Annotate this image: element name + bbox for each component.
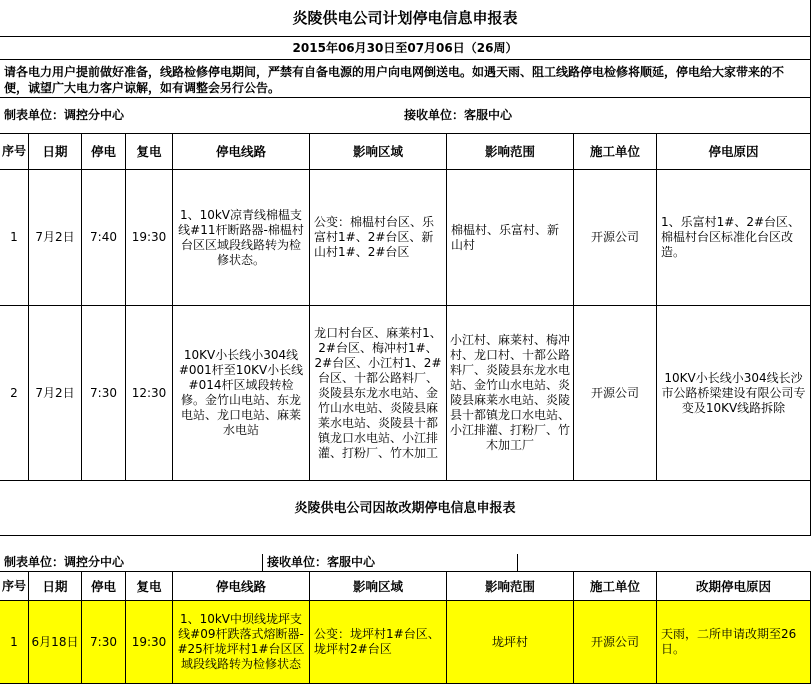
row1-on: 19:30 — [126, 170, 173, 306]
row2-date: 7月2日 — [29, 306, 82, 481]
maker-label-2-text: 制表单位：调控分中心 — [0, 554, 263, 572]
header-on: 复电 — [126, 134, 173, 170]
row1-scope: 棉榅村、乐富村、新山村 — [447, 170, 574, 306]
row1-reason: 1、乐富村1#、2#台区、棉榅村台区标准化台区改造。 — [657, 170, 811, 306]
header-reason: 停电原因 — [657, 134, 811, 170]
header2-scope: 影响范围 — [447, 572, 574, 601]
row1-seq: 1 — [0, 170, 29, 306]
row2-on: 12:30 — [126, 306, 173, 481]
s2-row1-seq: 1 — [0, 601, 29, 684]
header-area: 影响区域 — [310, 134, 447, 170]
header-off: 停电 — [82, 134, 126, 170]
header2-seq: 序号 — [0, 572, 29, 601]
row1-date: 7月2日 — [29, 170, 82, 306]
header2-on: 复电 — [126, 572, 173, 601]
row1-line: 1、10kV凉青线棉榅支线#11杆断路器-棉榅村台区区域段线路转为检修状态。 — [173, 170, 310, 306]
s2-row1-contractor: 开源公司 — [574, 601, 657, 684]
header2-contractor: 施工单位 — [574, 572, 657, 601]
s2-row1-scope: 垅坪村 — [447, 601, 574, 684]
row2-line: 10KV小长线小304线#001杆至10KV小长线#014杆区域段转检修。金竹山电站、东龙电站、龙口电站、麻莱水电站 — [173, 306, 310, 481]
receiver-label-2: 接收单位：客服中心 — [263, 554, 518, 572]
header2-line: 停电线路 — [173, 572, 310, 601]
notice-text: 请各电力用户提前做好准备，线路检修停电期间，严禁有自备电源的用户向电网倒送电。如遇天雨、阻工线路停电检修将顺延，停电给大家带来的不便，诚望广大电力客户谅解，如有调整会另行公告。 — [0, 60, 811, 98]
section2-spacer — [518, 554, 811, 572]
maker-label: 制表单位：调控分中心 — [0, 98, 400, 134]
header2-reason: 改期停电原因 — [657, 572, 811, 601]
section2-title: 炎陵供电公司因故改期停电信息申报表 — [0, 481, 811, 536]
s2-row1-reason: 天雨，二所申请改期至26日。 — [657, 601, 811, 684]
header2-area: 影响区域 — [310, 572, 447, 601]
row1-contractor: 开源公司 — [574, 170, 657, 306]
row1-off: 7:40 — [82, 170, 126, 306]
row2-contractor: 开源公司 — [574, 306, 657, 481]
row2-off: 7:30 — [82, 306, 126, 481]
sheet-title: 炎陵供电公司计划停电信息申报表 — [0, 0, 811, 37]
header-contractor: 施工单位 — [574, 134, 657, 170]
header-seq: 序号 — [0, 134, 29, 170]
header2-off: 停电 — [82, 572, 126, 601]
s2-row1-date: 6月18日 — [29, 601, 82, 684]
s2-row1-off: 7:30 — [82, 601, 126, 684]
header-date: 日期 — [29, 134, 82, 170]
row2-reason: 10KV小长线小304线长沙市公路桥梁建设有限公司专变及10KV线路拆除 — [657, 306, 811, 481]
date-range: 2015年06月30日至07月06日（26周） — [0, 37, 811, 60]
header-line: 停电线路 — [173, 134, 310, 170]
row1-area: 公变：棉榅村台区、乐富村1#、2#台区、新山村1#、2#台区 — [310, 170, 447, 306]
maker-label-2 — [0, 536, 263, 554]
row2-area: 龙口村台区、麻莱村1、2#台区、梅冲村1#、2#台区、小江村1、2#台区、十都公路料厂、炎陵县东龙水电站、金竹山水电站、炎陵县麻莱水电站、炎陵县十都镇龙口水电站、小江排灌、打粉厂、竹木加工 — [310, 306, 447, 481]
s2-row1-area: 公变：垅坪村1#台区、垅坪村2#台区 — [310, 601, 447, 684]
s2-row1-line: 1、10kV中坝线垅坪支线#09杆跌落式熔断器-#25杆垅坪村1#台区区域段线路转为检修状态 — [173, 601, 310, 684]
header2-date: 日期 — [29, 572, 82, 601]
s2-row1-on: 19:30 — [126, 601, 173, 684]
header-scope: 影响范围 — [447, 134, 574, 170]
receiver-label: 接收单位：客服中心 — [400, 98, 811, 134]
row2-scope: 小江村、麻莱村、梅冲村、龙口村、十都公路料厂、炎陵县东龙水电站、金竹山水电站、炎陵县麻莱水电站、炎陵县十都镇龙口水电站、小江排灌、打粉厂、竹木加工厂 — [447, 306, 574, 481]
row2-seq: 2 — [0, 306, 29, 481]
